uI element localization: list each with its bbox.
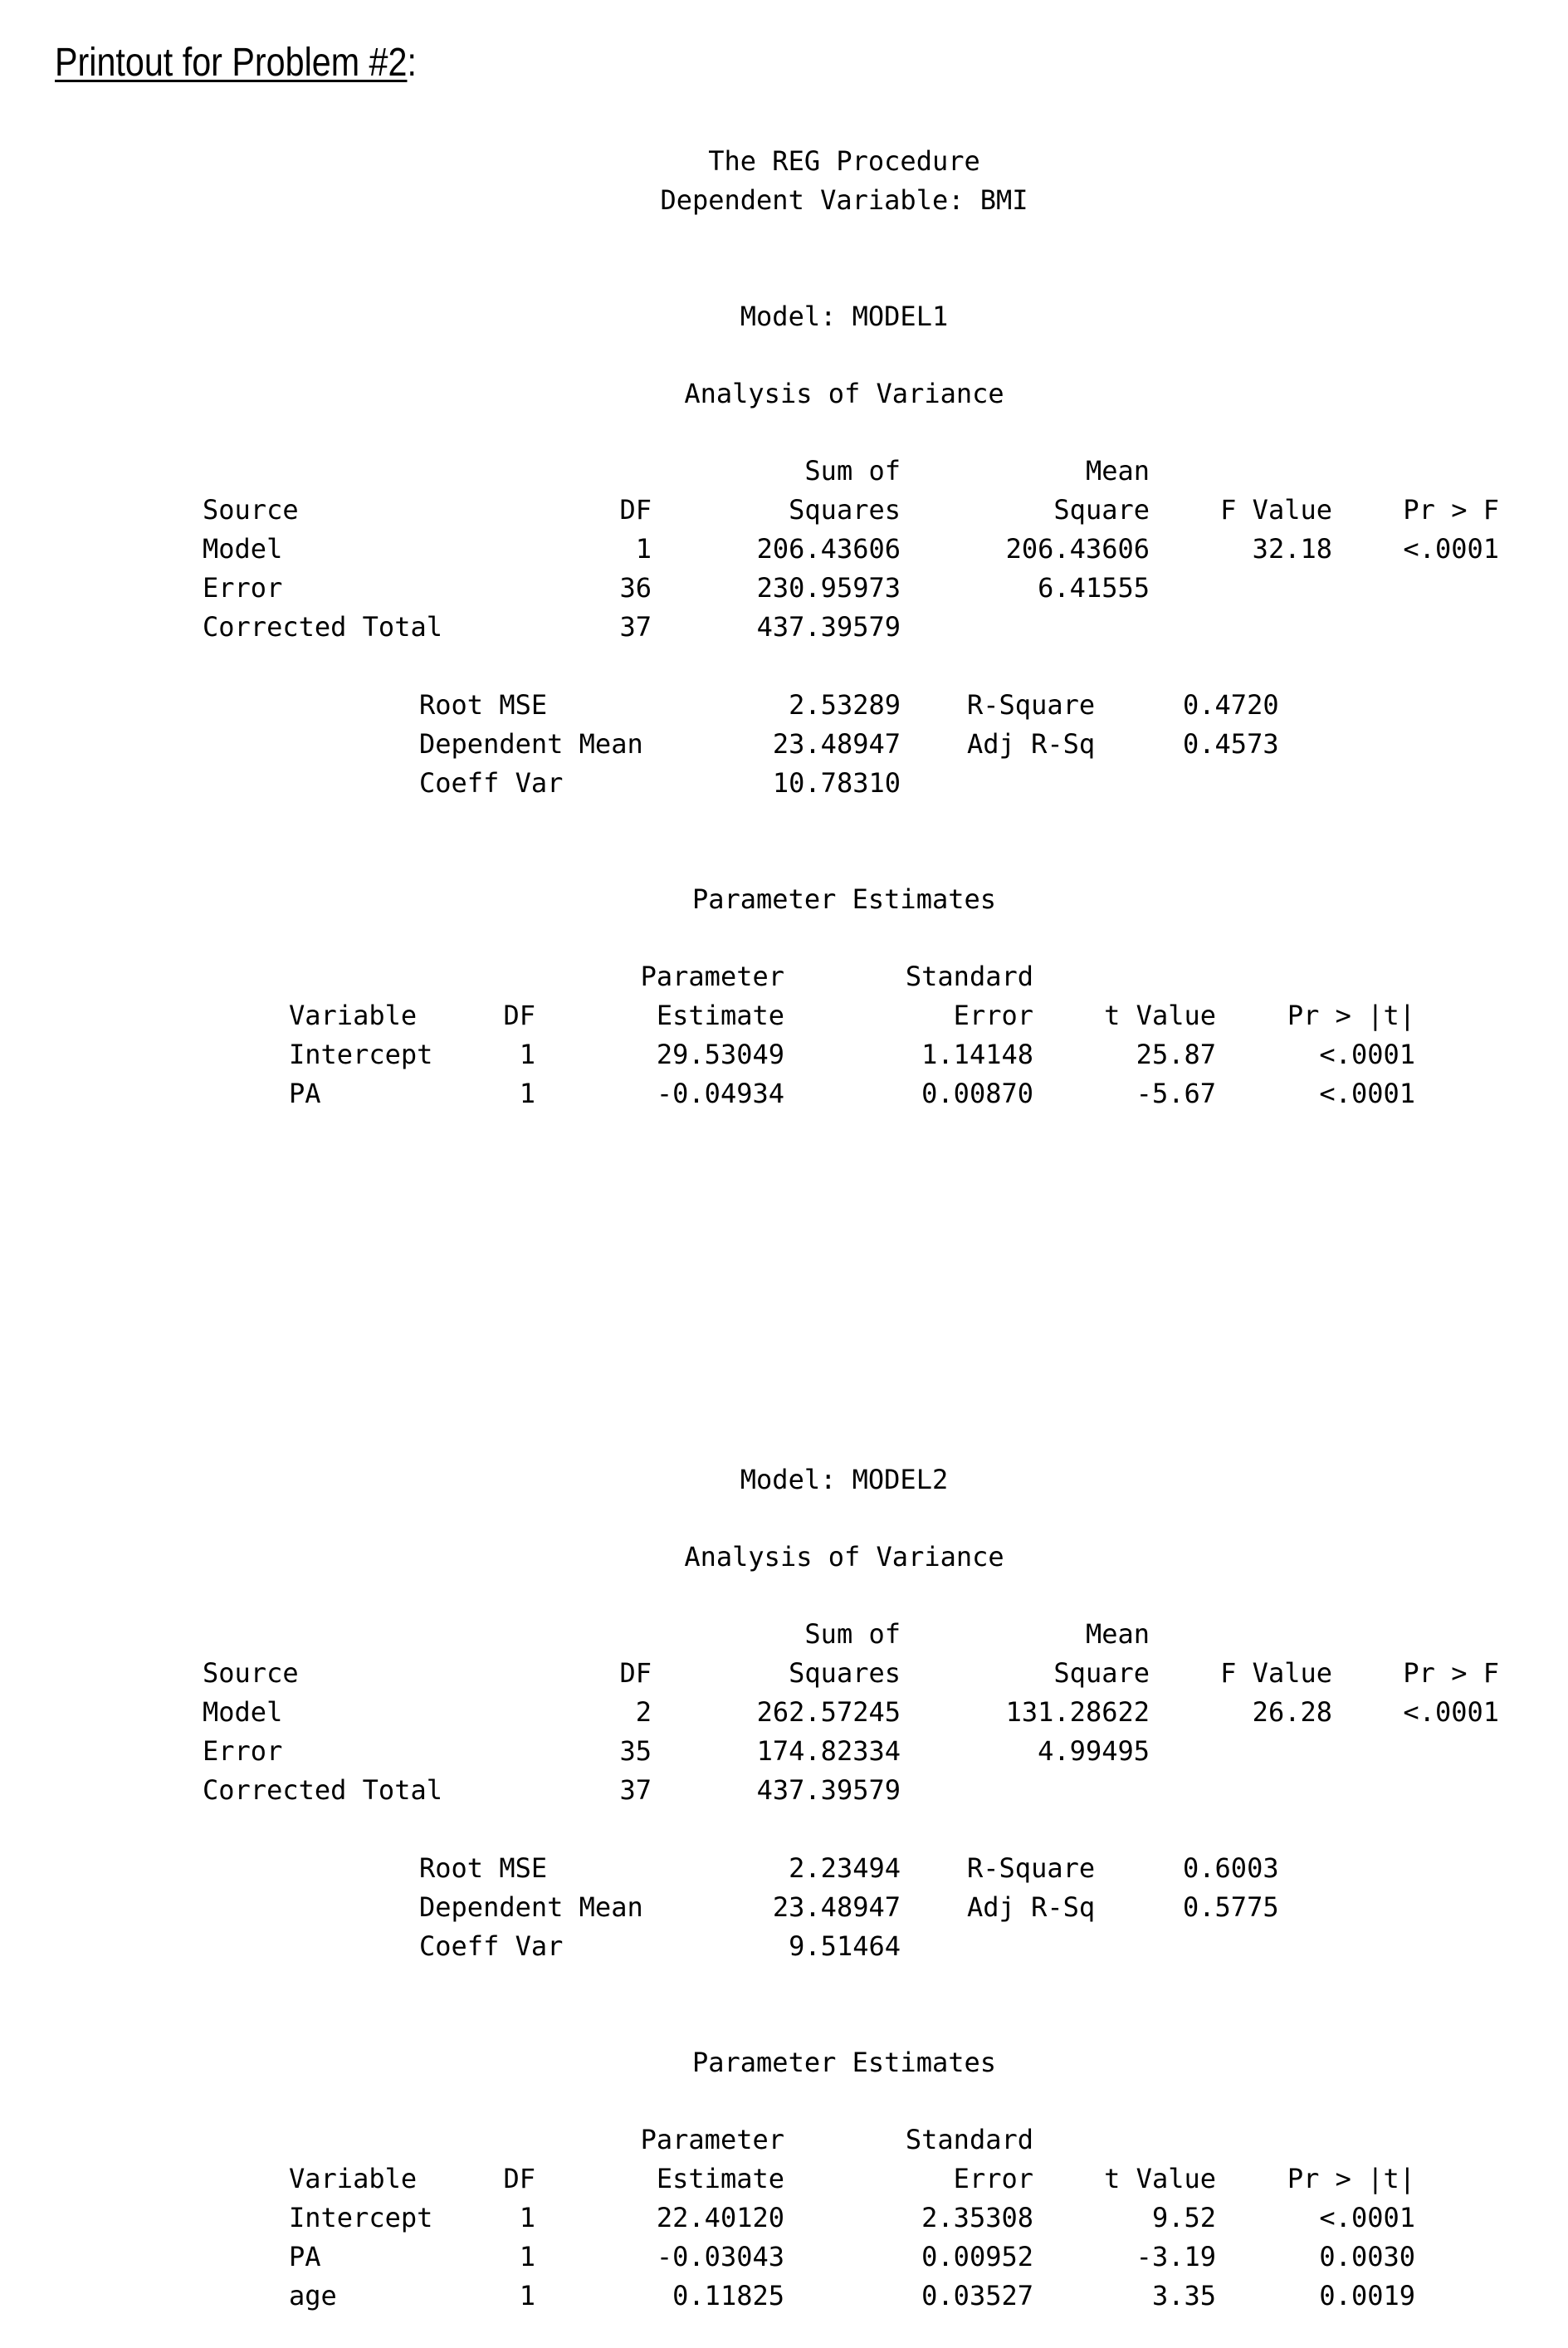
adj-r-sq-value: 0.5775 [1183, 1891, 1279, 1923]
params-header-df: DF [503, 2163, 535, 2194]
params-header-pr-t: Pr > |t| [1287, 1000, 1415, 1031]
anova-header-pr-f: Pr > F [1403, 1657, 1499, 1689]
params-header-parameter: Parameter [640, 961, 784, 992]
anova-header-source: Source [203, 1657, 299, 1689]
dependent-mean-label: Dependent Mean [419, 728, 643, 760]
params-header-error: Error [953, 1000, 1033, 1031]
anova-header-source: Source [203, 494, 299, 526]
anova-header-pr-f: Pr > F [1403, 494, 1499, 526]
anova-header-sum-of: Sum of [804, 1618, 901, 1650]
param-standard-error: 1.14148 [921, 1039, 1033, 1070]
r-square-value: 0.4720 [1183, 689, 1279, 721]
anova-p-value: <.0001 [1403, 1696, 1499, 1728]
param-estimate: 22.40120 [656, 2202, 784, 2233]
anova-header-df: DF [619, 494, 652, 526]
params-header-variable: Variable [289, 2163, 418, 2194]
coeff-var-value: 10.78310 [772, 767, 901, 799]
anova-df: 37 [619, 611, 652, 643]
param-t-value: 25.87 [1136, 1039, 1216, 1070]
root-mse-label: Root MSE [419, 689, 548, 721]
anova-df: 37 [619, 1774, 652, 1806]
anova-f-value: 32.18 [1252, 533, 1332, 565]
anova-header-squares: Squares [789, 1657, 901, 1689]
param-p-value: <.0001 [1319, 1039, 1415, 1070]
anova-header-square: Square [1053, 494, 1150, 526]
anova-sum-of-squares: 437.39579 [756, 1774, 901, 1806]
r-square-value: 0.6003 [1183, 1852, 1279, 1884]
param-standard-error: 0.00952 [921, 2241, 1033, 2272]
anova-sum-of-squares: 174.82334 [756, 1735, 901, 1767]
param-df: 1 [519, 2280, 535, 2311]
param-df: 1 [519, 1039, 535, 1070]
model2-params-title: Parameter Estimates [691, 2047, 997, 2078]
model1-anova-title: Analysis of Variance [684, 378, 1004, 409]
param-variable: Intercept [289, 2202, 433, 2233]
param-estimate: -0.04934 [656, 1078, 784, 1109]
r-square-label: R-Square [967, 689, 1096, 721]
anova-sum-of-squares: 206.43606 [756, 533, 901, 565]
anova-source: Corrected Total [203, 611, 442, 643]
anova-p-value: <.0001 [1403, 533, 1499, 565]
param-standard-error: 0.03527 [921, 2280, 1033, 2311]
param-standard-error: 2.35308 [921, 2202, 1033, 2233]
dependent-mean-value: 23.48947 [772, 728, 901, 760]
param-t-value: 9.52 [1151, 2202, 1216, 2233]
adj-r-sq-label: Adj R-Sq [967, 1891, 1096, 1923]
anova-f-value: 26.28 [1252, 1696, 1332, 1728]
params-header-estimate: Estimate [656, 1000, 784, 1031]
root-mse-value: 2.53289 [789, 689, 901, 721]
params-header-standard: Standard [905, 2124, 1033, 2155]
params-header-t-value: t Value [1104, 1000, 1216, 1031]
dependent-mean-value: 23.48947 [772, 1891, 901, 1923]
coeff-var-label: Coeff Var [419, 1930, 564, 1962]
model2-name: Model: MODEL2 [740, 1464, 949, 1495]
r-square-label: R-Square [967, 1852, 1096, 1884]
anova-df: 35 [619, 1735, 652, 1767]
model2-anova-title: Analysis of Variance [684, 1541, 1004, 1573]
param-estimate: 0.11825 [672, 2280, 784, 2311]
page-heading [55, 43, 417, 83]
param-t-value: 3.35 [1151, 2280, 1216, 2311]
params-header-parameter: Parameter [640, 2124, 784, 2155]
root-mse-value: 2.23494 [789, 1852, 901, 1884]
param-p-value: 0.0030 [1319, 2241, 1415, 2272]
params-header-estimate: Estimate [656, 2163, 784, 2194]
anova-sum-of-squares: 262.57245 [756, 1696, 901, 1728]
param-variable: PA [289, 1078, 321, 1109]
anova-mean-square: 131.28622 [1005, 1696, 1150, 1728]
anova-mean-square: 6.41555 [1038, 572, 1150, 604]
param-df: 1 [519, 1078, 535, 1109]
adj-r-sq-value: 0.4573 [1183, 728, 1279, 760]
params-header-standard: Standard [905, 961, 1033, 992]
anova-df: 2 [635, 1696, 652, 1728]
heading-title: Printout for Problem #2 [55, 41, 408, 85]
anova-header-df: DF [619, 1657, 652, 1689]
coeff-var-value: 9.51464 [789, 1930, 901, 1962]
anova-sum-of-squares: 230.95973 [756, 572, 901, 604]
anova-header-f-value: F Value [1220, 1657, 1332, 1689]
param-df: 1 [519, 2241, 535, 2272]
anova-header-square: Square [1053, 1657, 1150, 1689]
anova-header-mean: Mean [1085, 1618, 1150, 1650]
dependent-variable: Dependent Variable: BMI [660, 184, 1028, 216]
param-p-value: <.0001 [1319, 1078, 1415, 1109]
coeff-var-label: Coeff Var [419, 767, 564, 799]
anova-source: Model [203, 1696, 283, 1728]
anova-df: 36 [619, 572, 652, 604]
anova-mean-square: 206.43606 [1005, 533, 1150, 565]
anova-source: Corrected Total [203, 1774, 442, 1806]
params-header-pr-t: Pr > |t| [1287, 2163, 1415, 2194]
anova-header-sum-of: Sum of [804, 455, 901, 487]
params-header-t-value: t Value [1104, 2163, 1216, 2194]
heading-colon: : [407, 41, 417, 85]
anova-source: Model [203, 533, 283, 565]
param-estimate: -0.03043 [656, 2241, 784, 2272]
param-variable: Intercept [289, 1039, 433, 1070]
param-p-value: <.0001 [1319, 2202, 1415, 2233]
anova-sum-of-squares: 437.39579 [756, 611, 901, 643]
anova-df: 1 [635, 533, 652, 565]
anova-header-squares: Squares [789, 494, 901, 526]
params-header-variable: Variable [289, 1000, 418, 1031]
model1-params-title: Parameter Estimates [691, 883, 997, 915]
anova-header-mean: Mean [1085, 455, 1150, 487]
param-df: 1 [519, 2202, 535, 2233]
adj-r-sq-label: Adj R-Sq [967, 728, 1096, 760]
root-mse-label: Root MSE [419, 1852, 548, 1884]
param-t-value: -3.19 [1136, 2241, 1216, 2272]
anova-source: Error [203, 1735, 283, 1767]
param-p-value: 0.0019 [1319, 2280, 1415, 2311]
param-variable: age [289, 2280, 337, 2311]
dependent-mean-label: Dependent Mean [419, 1891, 643, 1923]
anova-header-f-value: F Value [1220, 494, 1332, 526]
param-variable: PA [289, 2241, 321, 2272]
param-standard-error: 0.00870 [921, 1078, 1033, 1109]
procedure-title: The REG Procedure [708, 145, 980, 177]
param-t-value: -5.67 [1136, 1078, 1216, 1109]
anova-source: Error [203, 572, 283, 604]
param-estimate: 29.53049 [656, 1039, 784, 1070]
model1-name: Model: MODEL1 [740, 301, 949, 332]
anova-mean-square: 4.99495 [1038, 1735, 1150, 1767]
params-header-df: DF [503, 1000, 535, 1031]
params-header-error: Error [953, 2163, 1033, 2194]
